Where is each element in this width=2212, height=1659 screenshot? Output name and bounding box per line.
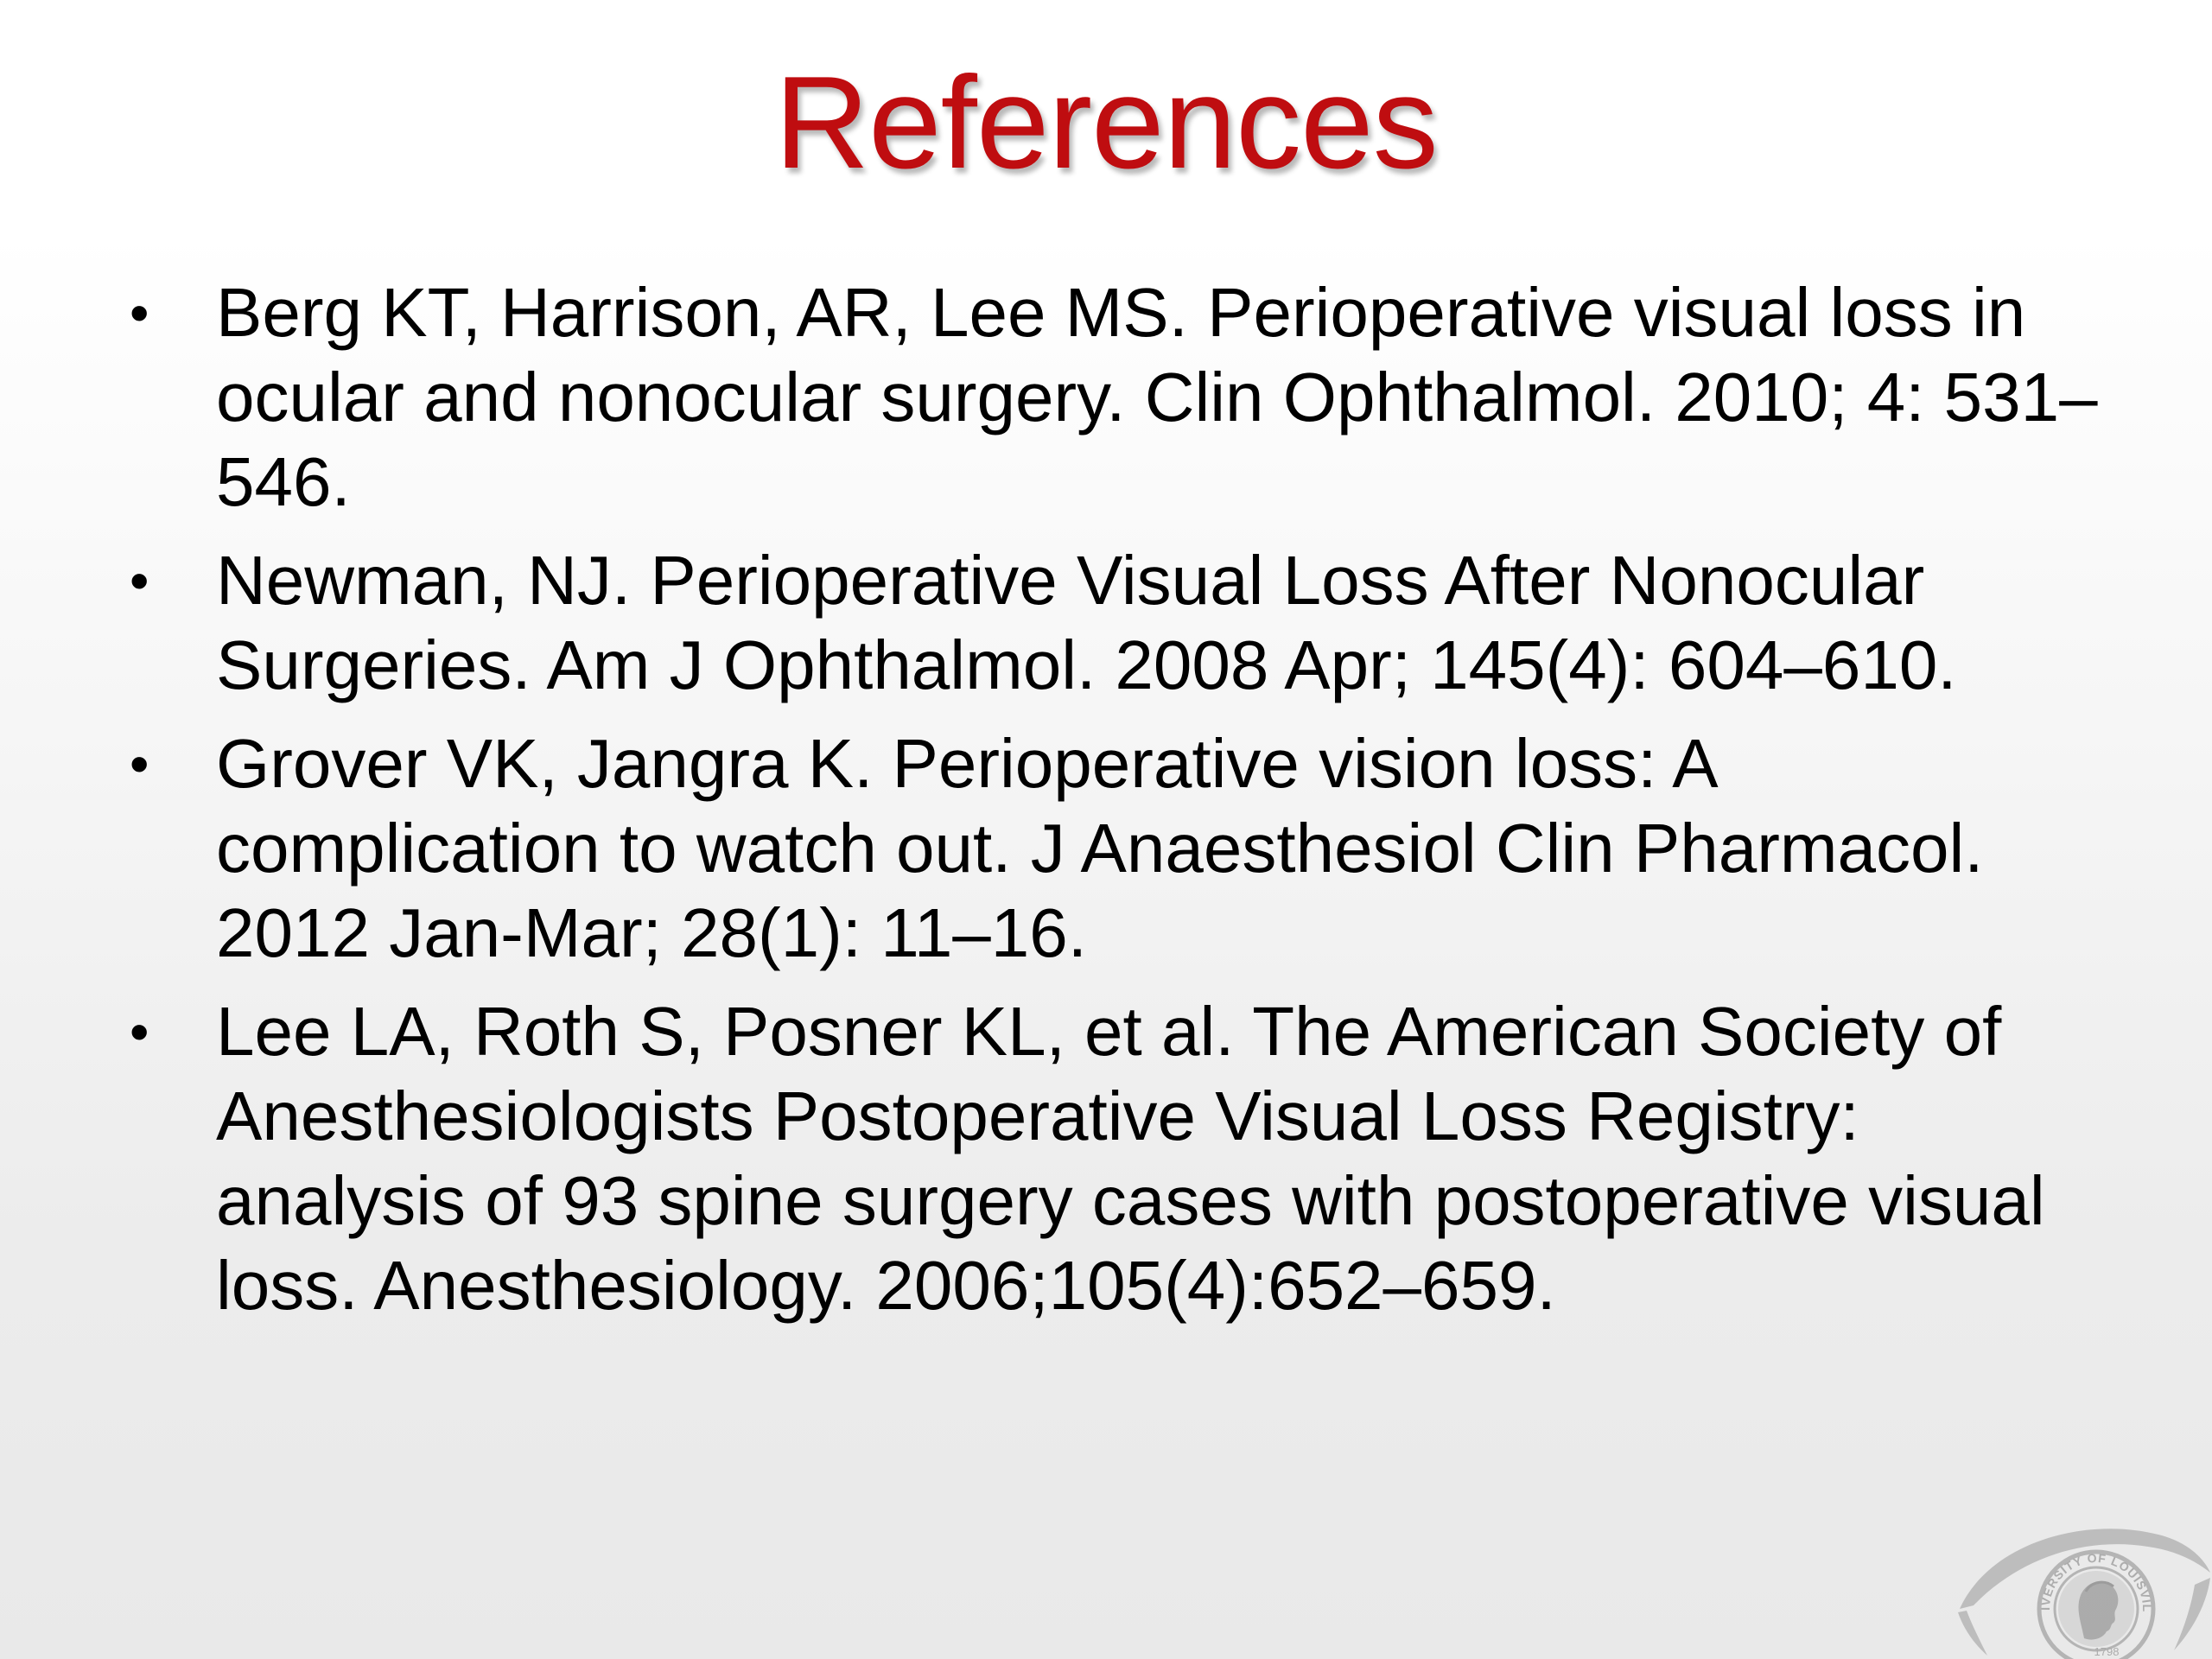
bullet-icon: • <box>130 550 149 612</box>
university-seal-logo <box>1955 1509 2212 1659</box>
slide-title: References <box>774 49 1438 196</box>
reference-list <box>130 270 2117 1342</box>
seal-year: 1798 <box>2094 1645 2120 1658</box>
bullet-icon: • <box>130 1001 149 1063</box>
reference-text: Lee LA, Roth S, Posner KL, et al. The American Society of Anesthesiologists Postoperative Visual Loss Registry: analysis of 93 spine surgery cases with postoperative visual loss. Anesthesiology. 2006;105(4):652–659. <box>216 993 2045 1324</box>
reference-item <box>130 538 2117 708</box>
reference-item <box>130 989 2117 1328</box>
seal-text: IVERSITY OF LOUISVIL <box>2037 1550 2155 1613</box>
bullet-icon: • <box>130 733 149 795</box>
reference-item <box>130 721 2117 976</box>
bullet-icon: • <box>130 282 149 344</box>
reference-item <box>130 270 2117 524</box>
reference-text: Newman, NJ. Perioperative Visual Loss After Nonocular Surgeries. Am J Ophthalmol. 2008 Apr; 145(4): 604–610. <box>216 542 1957 703</box>
reference-text: Grover VK, Jangra K. Perioperative vision loss: A complication to watch out. J Anaesthesiol Clin Pharmacol. 2012 Jan-Mar; 28(1): 11–16. <box>216 725 1984 971</box>
reference-text: Berg KT, Harrison, AR, Lee MS. Perioperative visual loss in ocular and nonocular surgery. Clin Ophthalmol. 2010; 4: 531–546. <box>216 274 2098 520</box>
university-seal-icon <box>1955 1509 2212 1659</box>
